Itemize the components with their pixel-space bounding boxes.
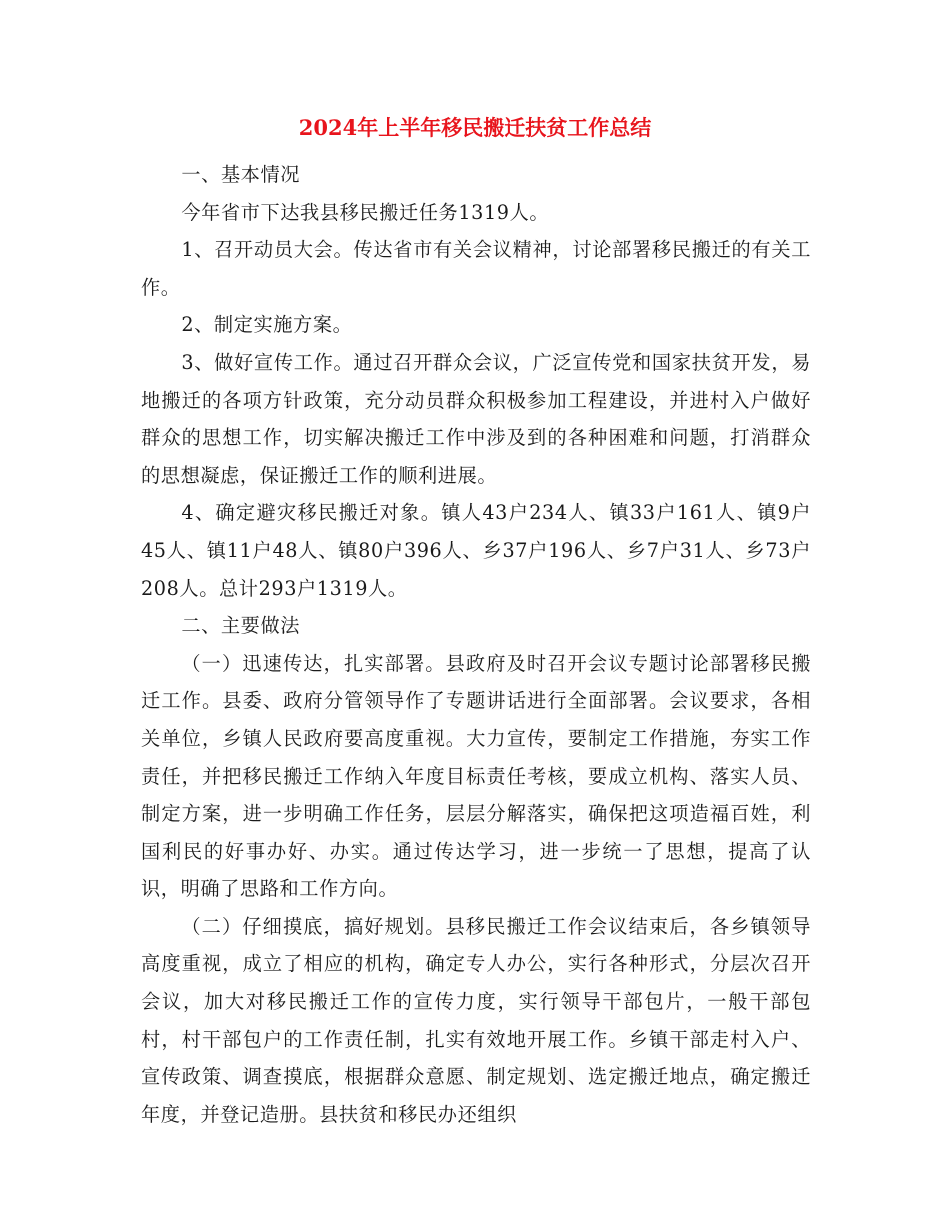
document-body <box>141 156 811 1133</box>
document-title: 2024年上半年移民搬迁扶贫工作总结 <box>298 115 652 140</box>
paragraph: 2、制定实施方案。 <box>181 313 353 337</box>
paragraph: 1、召开动员大会。传达省市有关会议精神，讨论部署移民搬迁的有关工作。 <box>141 238 811 299</box>
paragraph: 今年省市下达我县移民搬迁任务1319人。 <box>181 200 550 224</box>
paragraph: （一）迅速传达，扎实部署。县政府及时召开会议专题讨论部署移民搬迁工作。县委、政府分管领导作了专题讲话进行全面部署。会议要求，各相关单位，乡镇人民政府要高度重视。大力宣传，要制定工作措施，夯实工作责任，并把移民搬迁工作纳入年度目标责任考核，要成立机构、落实人员、制定方案，进一步明确工作任务，层层分解落实，确保把这项造福百姓，利国利民的好事办好、办实。通过传达学习，进一步统一了思想，提高了认识，明确了思路和工作方向。 <box>141 651 811 901</box>
paragraph-section-heading: 一、基本情况 <box>181 163 301 186</box>
paragraph: 3、做好宣传工作。通过召开群众会议，广泛宣传党和国家扶贫开发，易地搬迁的各项方针政策，充分动员群众积极参加工程建设，并进村入户做好群众的思想工作，切实解决搬迁工作中涉及到的各种困难和问题，打消群众的思想凝虑，保证搬迁工作的顺利进展。 <box>141 350 811 487</box>
paragraph: 4、确定避灾移民搬迁对象。镇人43户234人、镇33户161人、镇9户45人、镇11户48人、镇80户396人、乡37户196人、乡7户31人、乡73户208人。总计293户1319人。 <box>141 501 811 600</box>
paragraph: （二）仔细摸底，搞好规划。县移民搬迁工作会议结束后，各乡镇领导高度重视，成立了相应的机构，确定专人办公，实行各种形式，分层次召开会议，加大对移民搬迁工作的宣传力度，实行领导干部包片，一般干部包村，村干部包户的工作责任制，扎实有效地开展工作。乡镇干部走村入户、宣传政策、调查摸底，根据群众意愿、制定规划、选定搬迁地点，确定搬迁年度，并登记造册。县扶贫和移民办还组织 <box>141 914 811 1126</box>
paragraph-section-heading: 二、主要做法 <box>181 614 301 638</box>
